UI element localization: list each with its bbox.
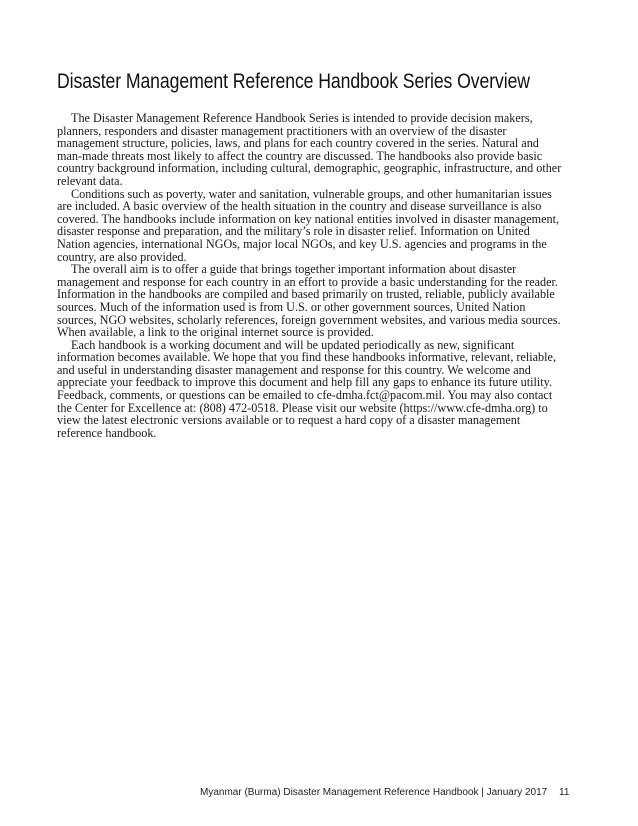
- paragraph: Conditions such as poverty, water and sanitation, vulnerable groups, and other humanitarian issues are included. A basic overview of the health situation in the country and disease surveillance is also covered. The handbooks include information on key national entities involved in disaster management, disaster response and preparation, and the military’s role in disaster relief. Information on United Nation agencies, international NGOs, major local NGOs, and key U.S. agencies and programs in the country, are also provided.: [57, 186, 560, 264]
- paragraph: The Disaster Management Reference Handbook Series is intended to provide decision makers, planners, responders and disaster management practitioners with an overview of the disaster management structure, policies, laws, and plans for each country covered in the series. Natural and man-made threats most likely to affect the country are discussed. The handbooks also provide basic country background information, including cultural, demographic, geographic, infrastructure, and other relevant data.: [57, 111, 562, 188]
- section-heading: Disaster Management Reference Handbook Series Overview: [57, 70, 530, 93]
- footer-text: Myanmar (Burma) Disaster Management Reference Handbook | January 2017: [200, 787, 548, 798]
- page-number: 11: [559, 787, 570, 798]
- paragraph: The overall aim is to offer a guide that brings together important information about disaster management and response for each country in an effort to provide a basic understanding for the reader. Information in the handbooks are compiled and based primarily on trusted, reliable, publicly available sources. Much of the information used is from U.S. or other government sources, United Nation sources, NGO websites, scholarly references, foreign government websites, and various media sources. When available, a link to the original internet source is provided.: [57, 262, 561, 340]
- paragraph: Each handbook is a working document and will be updated periodically as new, significant information becomes available. We hope that you find these handbooks informative, relevant, reliable, and useful in understanding disaster management and response for this country. We welcome and appreciate your feedback to improve this document and help fill any gaps to enhance its future utility. Feedback, comments, or questions can be emailed to cfe-dmha.fct@pacom.mil. You may also contact the Center for Excellence at: (808) 472-0518. Please visit our website (https://www.cfe-dmha.org) to view the latest electronic versions available or to request a hard copy of a disaster management reference handbook.: [57, 337, 556, 440]
- body-text: [57, 112, 562, 439]
- page-footer: [200, 787, 570, 799]
